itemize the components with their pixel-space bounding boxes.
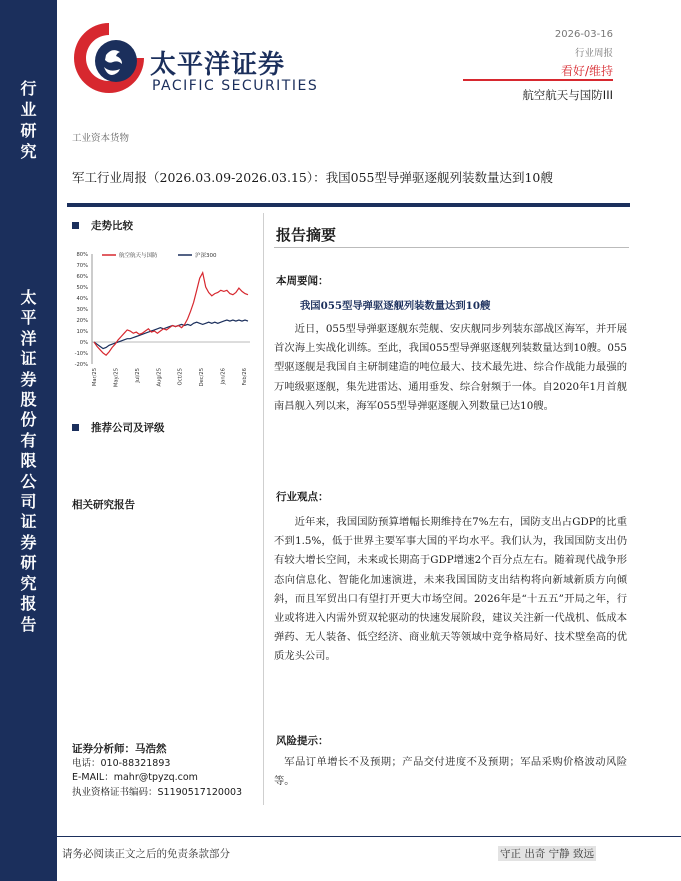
sidebar-bottom-char: 份 <box>20 410 37 430</box>
chart-x-tick-label: May/25 <box>113 368 120 388</box>
sidebar-label-company-name <box>0 288 57 635</box>
chart-y-tick-label: 0% <box>79 340 88 346</box>
report-date: 2026-03-16 <box>554 29 613 40</box>
news-subheading: 我国055型导弹驱逐舰列装数量达到10艘 <box>300 300 491 312</box>
sidebar-bottom <box>0 230 57 881</box>
recommend-heading: 推荐公司及评级 <box>72 420 165 435</box>
logo-text-cn: 太平洋证券 <box>150 50 286 80</box>
sidebar-bottom-char: 证 <box>20 349 37 369</box>
bullet-square-icon <box>72 424 79 431</box>
chart-y-tick-label: 40% <box>76 296 88 302</box>
risk-heading: 风险提示： <box>276 735 329 747</box>
trend-heading: 走势比较 <box>72 218 133 233</box>
chart-x-tick-label: Aug/25 <box>156 368 163 387</box>
chart-x-tick-label: Feb/26 <box>242 368 248 386</box>
chart-y-tick-label: 70% <box>76 263 88 269</box>
chart-y-tick-label: -20% <box>74 362 88 368</box>
chart-y-tick-label: -10% <box>74 351 88 357</box>
chart-x-tick-label: Dec/25 <box>199 368 206 387</box>
chart-series-line-1 <box>94 320 248 349</box>
chart-y-tick-label: 30% <box>76 307 88 313</box>
industry-name: 航空航天与国防III <box>522 88 613 102</box>
analyst-phone: 电话：010-88321893 <box>72 757 171 769</box>
chart-x-tick-label: Oct/25 <box>177 368 184 386</box>
sidebar-bottom-char: 有 <box>20 430 37 450</box>
view-paragraph: 近年来，我国国防预算增幅长期维持在7%左右，国防支出占GDP的比重不到1.5%，低于世界主要军事大国的平均水平。我们认为，我国国防支出仍有较大增长空间，未来或长期高于GDP增速2个百分点左右。随着现代战争形态向信息化、智能化加速演进，未来我国国防支出结构将向新域新质方向倾斜，而且军贸出口有望打开更大市场空间。2026年是“十五五”开局之年，行业或将进入内需外贸双轮驱动的快速发展阶段，建议关注新一代战机、低成本弹药、无人装备、低空经济、商业航天等领域中竞争格局好、技术壁垒高的优质龙头公司。 <box>274 516 627 663</box>
abstract-heading: 报告摘要 <box>276 226 337 244</box>
page-title: 军工行业周报（2026.03.09-2026.03.15）：我国055型导弹驱逐舰列装数量达到10艘 <box>72 170 553 185</box>
analyst-email[interactable]: E-MAIL：mahr@tpyzq.com <box>72 772 198 783</box>
sidebar-bottom-char: 洋 <box>20 328 37 348</box>
chart-y-tick-label: 60% <box>76 274 88 280</box>
trend-chart <box>68 244 256 392</box>
footer-disclaimer: 请务必阅读正文之后的免责条款部分 <box>62 848 230 860</box>
sidebar-bottom-char: 告 <box>20 614 37 634</box>
sidebar-bottom-char: 平 <box>20 308 37 328</box>
analyst-name: 证券分析师：马浩然 <box>72 743 167 755</box>
chart-y-tick-label: 80% <box>76 252 88 258</box>
sidebar-bottom-char: 研 <box>20 553 37 573</box>
analyst-info <box>72 742 242 800</box>
logo-text-en: PACIFIC SECURITIES <box>152 78 319 94</box>
chart-y-tick-label: 10% <box>76 329 88 335</box>
chart-x-tick-label: Jan/26 <box>220 368 227 385</box>
sidebar-top-char: 研 <box>20 121 37 140</box>
news-paragraph: 近日，055型导弹驱逐舰东莞舰、安庆舰同步列装东部战区海军，并开展首次海上实战化训练。至此，我国055型导弹驱逐舰列装数量达到10艘。055型驱逐舰是我国自主研制建造的吨位最大、技术最先进、综合作战能力最强的万吨级驱逐舰，集先进雷达、通用垂发、综合射频于一体。自2020年1月首舰南昌舰入列以来，海军055型导弹驱逐舰入列数量已达10艘。 <box>274 323 627 412</box>
sidebar-bottom-char: 究 <box>20 573 37 593</box>
category-label: 工业资本货物 <box>72 133 130 144</box>
chart-y-tick-label: 50% <box>76 285 88 291</box>
related-reports-heading: 相关研究报告 <box>72 499 135 511</box>
sidebar-bottom-char: 太 <box>20 288 37 307</box>
footer-rule <box>57 836 681 837</box>
header-red-rule <box>463 79 613 81</box>
sidebar-bottom-char: 券 <box>20 369 37 389</box>
risk-paragraph: 军品订单增长不及预期；产品交付进度不及预期；军品采购价格波动风险等。 <box>274 756 627 788</box>
sidebar-bottom-char: 股 <box>20 390 37 410</box>
sidebar-top <box>0 0 57 230</box>
sidebar-top-char: 行 <box>20 79 37 98</box>
pacific-securities-logo-icon <box>68 17 150 99</box>
sidebar-top-char: 业 <box>20 100 37 119</box>
abstract-rule <box>274 247 629 248</box>
footer-motto: 守正 出奇 宁静 致远 <box>500 848 595 860</box>
view-heading: 行业观点： <box>276 491 329 503</box>
sidebar-top-char: 究 <box>20 142 37 161</box>
sidebar-bottom-char: 券 <box>20 532 37 552</box>
bullet-square-icon <box>72 222 79 229</box>
sidebar-bottom-char: 报 <box>20 594 37 614</box>
chart-legend-label: 航空航天与国防 <box>119 253 158 259</box>
chart-x-tick-label: Mar/25 <box>92 368 98 387</box>
rating: 看好/维持 <box>560 64 613 78</box>
sidebar-bottom-char: 司 <box>20 492 37 512</box>
analyst-license: 执业资格证书编码：S1190517120003 <box>72 786 243 798</box>
column-divider <box>263 213 264 805</box>
chart-y-tick-label: 20% <box>76 318 88 324</box>
sidebar-label-industry-research <box>0 78 57 162</box>
report-type: 行业周报 <box>574 48 613 59</box>
chart-legend-label: 沪深300 <box>195 253 217 259</box>
news-heading: 本周要闻： <box>276 275 329 287</box>
chart-x-tick-label: Jul/25 <box>134 368 141 383</box>
title-divider <box>67 203 630 207</box>
sidebar-bottom-char: 证 <box>20 512 37 532</box>
sidebar-bottom-char: 限 <box>20 451 37 471</box>
sidebar-bottom-char: 公 <box>20 471 37 491</box>
